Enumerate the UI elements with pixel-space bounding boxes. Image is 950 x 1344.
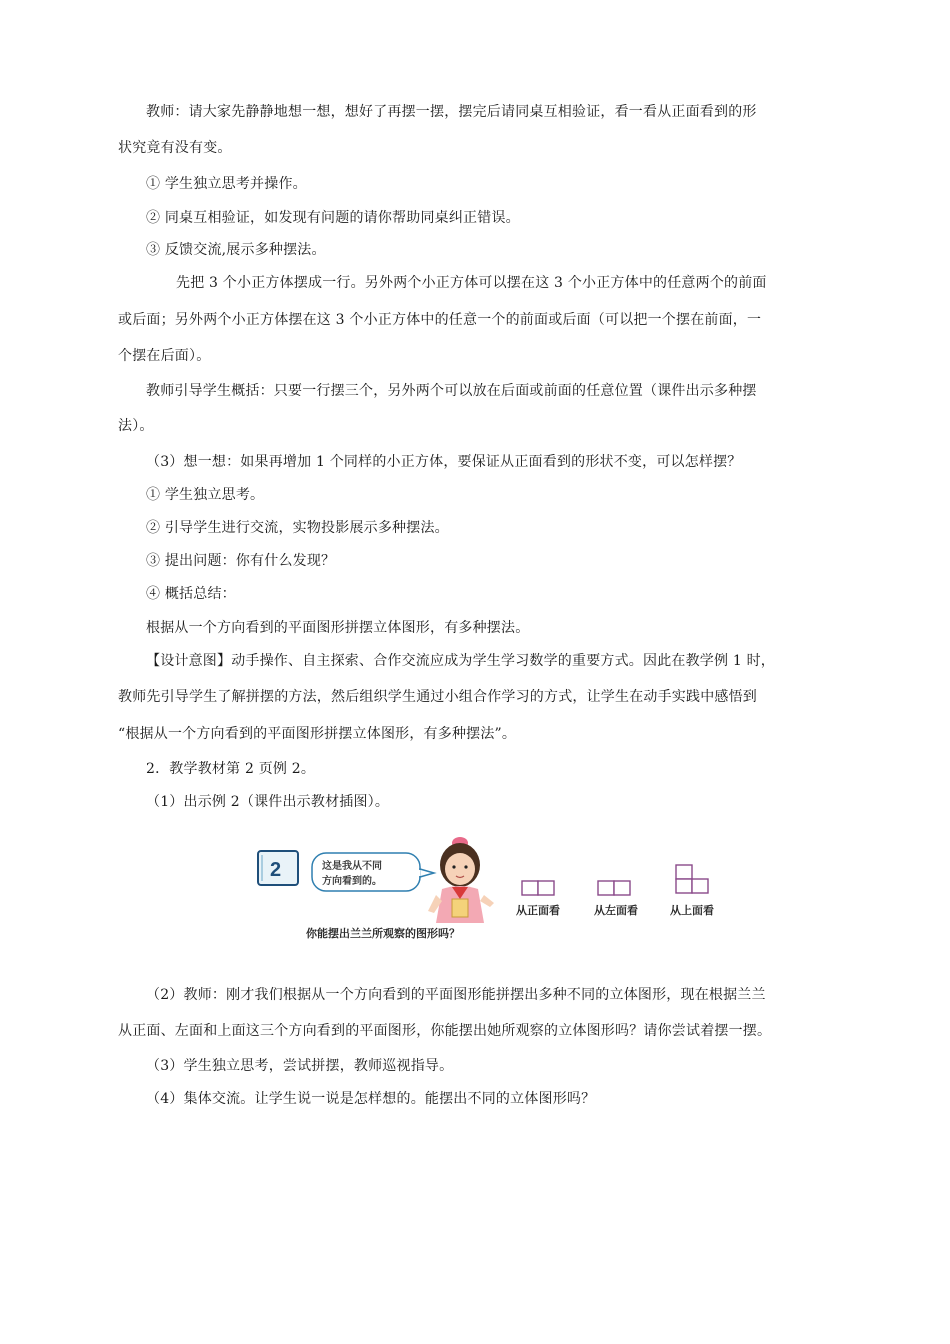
- paragraph-summary-line2: 法）。: [118, 418, 154, 434]
- example-2-step-1: （1）出示例 2（课件出示教材插图）。: [146, 794, 390, 810]
- summary-statement: 根据从一个方向看到的平面图形拼摆立体图形，有多种摆法。: [146, 620, 530, 636]
- paragraph-method-line3: 个摆在后面）。: [118, 348, 211, 364]
- paragraph-summary-line1: 教师引导学生概括：只要一行摆三个，另外两个可以放在后面或前面的任意位置（课件出示多种摆: [146, 383, 757, 399]
- illustration-svg: [254, 833, 724, 945]
- speech-bubble: [312, 853, 434, 891]
- task-2: ② 引导学生进行交流，实物投影展示多种摆法。: [146, 520, 449, 536]
- task-3: ③ 提出问题：你有什么发现？: [146, 553, 336, 569]
- paragraph-teacher-line2: 状究竟有没有变。: [118, 140, 232, 156]
- question-3: （3）想一想：如果再增加 1 个同样的小正方体，要保证从正面看到的形状不变，可以怎样摆？: [146, 454, 742, 470]
- textbook-illustration: [254, 833, 724, 945]
- design-intent-line2: 教师先引导学生了解拼摆的方法，然后组织学生通过小组合作学习的方式，让学生在动手实践中感悟到: [118, 689, 757, 705]
- step-1: ① 学生独立思考并操作。: [146, 176, 307, 192]
- design-intent-line1: 【设计意图】动手操作、自主探索、合作交流应成为学生学习数学的重要方式。因此在教学例 1 时，: [146, 653, 776, 669]
- label-top-view: 从上面看: [670, 904, 714, 917]
- example-2-step-4: （4）集体交流。让学生说一说是怎样想的。能摆出不同的立体图形吗？: [146, 1091, 596, 1107]
- design-intent-line3: “根据从一个方向看到的平面图形拼摆立体图形，有多种摆法”。: [118, 726, 517, 742]
- step-3: ③ 反馈交流,展示多种摆法。: [146, 242, 326, 258]
- left-view-shape: [598, 881, 630, 895]
- example-2-step-2-line1: （2）教师：刚才我们根据从一个方向看到的平面图形能拼摆出多种不同的立体图形，现在根据兰兰: [146, 987, 766, 1003]
- section-2-heading: 2．教学教材第 2 页例 2。: [146, 761, 316, 777]
- label-front-view: 从正面看: [516, 904, 560, 917]
- task-4: ④ 概括总结：: [146, 586, 236, 602]
- paragraph-teacher-line1: 教师：请大家先静静地想一想，想好了再摆一摆，摆完后请同桌互相验证，看一看从正面看到的形: [146, 104, 757, 120]
- example-number: 2: [270, 859, 282, 881]
- example-number-badge: [258, 851, 298, 885]
- bubble-text-line1: 这是我从不同: [322, 861, 382, 872]
- paragraph-method-line1: 先把 3 个小正方体摆成一行。另外两个小正方体可以摆在这 3 个小正方体中的任意两个的前面: [176, 275, 767, 291]
- label-left-view: 从左面看: [594, 904, 638, 917]
- example-2-step-3: （3）学生独立思考，尝试拼摆，教师巡视指导。: [146, 1058, 454, 1074]
- illustration-question: 你能摆出兰兰所观察的图形吗？: [306, 927, 460, 940]
- example-2-step-2-line2: 从正面、左面和上面这三个方向看到的平面图形，你能摆出她所观察的立体图形吗？请你尝试着摆一摆。: [118, 1023, 772, 1039]
- bubble-text-line2: 方向看到的。: [322, 876, 382, 887]
- girl-character-illustration: [428, 837, 494, 923]
- front-view-shape: [522, 881, 554, 895]
- step-2: ② 同桌互相验证，如发现有问题的请你帮助同桌纠正错误。: [146, 210, 520, 226]
- top-view-shape: [676, 865, 708, 893]
- task-1: ① 学生独立思考。: [146, 487, 265, 503]
- paragraph-method-line2: 或后面；另外两个小正方体摆在这 3 个小正方体中的任意一个的前面或后面（可以把一个摆在前面，一: [118, 312, 762, 328]
